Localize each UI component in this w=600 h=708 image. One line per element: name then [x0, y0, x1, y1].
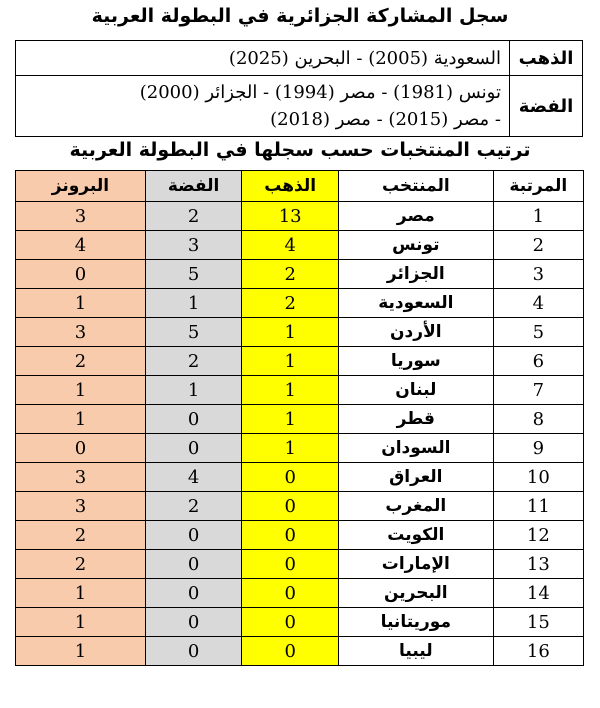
table-row [16, 434, 584, 463]
table-row [16, 608, 584, 637]
cell-rank: 15 [493, 608, 583, 637]
cell-silver: 0 [145, 434, 242, 463]
cell-rank: 8 [493, 405, 583, 434]
cell-team: تونس [338, 231, 493, 260]
cell-rank: 13 [493, 550, 583, 579]
cell-gold: 1 [242, 434, 339, 463]
cell-silver: 5 [145, 260, 242, 289]
cell-gold: 0 [242, 492, 339, 521]
table-row [16, 231, 584, 260]
record-row-gold [16, 41, 583, 76]
cell-team: الإمارات [338, 550, 493, 579]
ranking-header-row [16, 171, 584, 202]
table-row [16, 405, 584, 434]
table-row [16, 260, 584, 289]
cell-silver: 4 [145, 463, 242, 492]
header-bronze: البرونز [16, 171, 146, 202]
cell-rank: 14 [493, 579, 583, 608]
table-row [16, 318, 584, 347]
record-row-silver [16, 76, 583, 137]
cell-gold: 0 [242, 608, 339, 637]
cell-rank: 6 [493, 347, 583, 376]
cell-silver: 3 [145, 231, 242, 260]
table-row [16, 463, 584, 492]
header-rank: المرتبة [493, 171, 583, 202]
record-label-gold: الذهب [510, 41, 583, 76]
cell-team: الجزائر [338, 260, 493, 289]
cell-team: الكويت [338, 521, 493, 550]
cell-team: قطر [338, 405, 493, 434]
record-value-line: تونس (1981) - مصر (1994) - الجزائر (2000) [139, 82, 501, 103]
cell-team: سوريا [338, 347, 493, 376]
cell-gold: 4 [242, 231, 339, 260]
cell-bronze: 2 [16, 347, 146, 376]
cell-silver: 0 [145, 550, 242, 579]
ranking-body [16, 202, 584, 666]
cell-gold: 1 [242, 347, 339, 376]
cell-bronze: 0 [16, 260, 146, 289]
cell-rank: 10 [493, 463, 583, 492]
ranking-title: ترتيب المنتخبات حسب سجلها في البطولة العربية [69, 139, 531, 161]
cell-bronze: 1 [16, 405, 146, 434]
cell-silver: 0 [145, 405, 242, 434]
cell-bronze: 1 [16, 637, 146, 666]
cell-gold: 0 [242, 550, 339, 579]
table-row [16, 376, 584, 405]
record-value-line: السعودية (2005) - البحرين (2025) [228, 47, 501, 69]
cell-team: السعودية [338, 289, 493, 318]
header-team: المنتخب [338, 171, 493, 202]
cell-bronze: 1 [16, 376, 146, 405]
cell-silver: 0 [145, 521, 242, 550]
cell-rank: 2 [493, 231, 583, 260]
cell-gold: 1 [242, 405, 339, 434]
cell-silver: 1 [145, 376, 242, 405]
table-row [16, 579, 584, 608]
cell-silver: 2 [145, 347, 242, 376]
cell-bronze: 0 [16, 434, 146, 463]
cell-bronze: 1 [16, 608, 146, 637]
header-silver: الفضة [145, 171, 242, 202]
cell-rank: 4 [493, 289, 583, 318]
cell-rank: 5 [493, 318, 583, 347]
record-value-line: - مصر (2015) - مصر (2018) [270, 109, 501, 130]
cell-gold: 0 [242, 579, 339, 608]
cell-gold: 2 [242, 260, 339, 289]
ranking-table [15, 170, 584, 666]
cell-team: موريتانيا [338, 608, 493, 637]
cell-team: المغرب [338, 492, 493, 521]
table-row [16, 347, 584, 376]
record-value-silver [16, 76, 510, 137]
cell-gold: 0 [242, 637, 339, 666]
cell-bronze: 4 [16, 231, 146, 260]
cell-team: البحرين [338, 579, 493, 608]
cell-rank: 11 [493, 492, 583, 521]
cell-bronze: 1 [16, 579, 146, 608]
cell-team: ليبيا [338, 637, 493, 666]
cell-bronze: 2 [16, 550, 146, 579]
cell-rank: 9 [493, 434, 583, 463]
cell-rank: 1 [493, 202, 583, 231]
cell-gold: 1 [242, 318, 339, 347]
cell-team: العراق [338, 463, 493, 492]
cell-bronze: 2 [16, 521, 146, 550]
cell-team: الأردن [338, 318, 493, 347]
cell-silver: 0 [145, 637, 242, 666]
cell-silver: 0 [145, 608, 242, 637]
cell-bronze: 1 [16, 289, 146, 318]
cell-gold: 0 [242, 463, 339, 492]
cell-silver: 1 [145, 289, 242, 318]
cell-rank: 12 [493, 521, 583, 550]
record-label-silver: الفضة [510, 76, 583, 137]
table-row [16, 202, 584, 231]
record-title: سجل المشاركة الجزائرية في البطولة العربية [91, 5, 509, 27]
record-value-gold [16, 41, 510, 76]
table-row [16, 550, 584, 579]
cell-silver: 5 [145, 318, 242, 347]
cell-gold: 0 [242, 521, 339, 550]
cell-gold: 1 [242, 376, 339, 405]
cell-team: مصر [338, 202, 493, 231]
table-row [16, 637, 584, 666]
cell-rank: 7 [493, 376, 583, 405]
cell-gold: 2 [242, 289, 339, 318]
cell-bronze: 3 [16, 463, 146, 492]
cell-silver: 2 [145, 202, 242, 231]
cell-team: لبنان [338, 376, 493, 405]
cell-bronze: 3 [16, 492, 146, 521]
cell-gold: 13 [242, 202, 339, 231]
cell-bronze: 3 [16, 202, 146, 231]
table-row [16, 521, 584, 550]
cell-rank: 3 [493, 260, 583, 289]
table-row [16, 492, 584, 521]
table-row [16, 289, 584, 318]
cell-team: السودان [338, 434, 493, 463]
cell-silver: 0 [145, 579, 242, 608]
algeria-record-table [15, 40, 583, 137]
header-gold: الذهب [242, 171, 339, 202]
cell-rank: 16 [493, 637, 583, 666]
cell-bronze: 3 [16, 318, 146, 347]
cell-silver: 2 [145, 492, 242, 521]
